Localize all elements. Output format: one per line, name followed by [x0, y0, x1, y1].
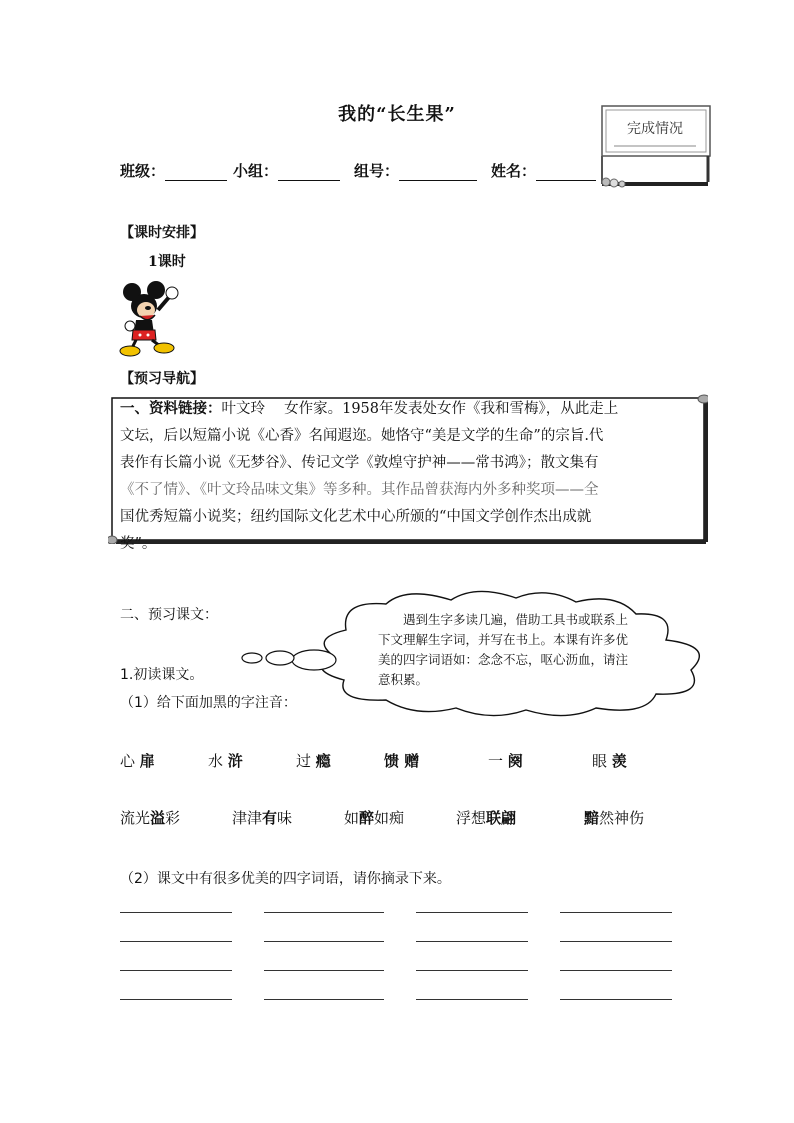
word-1-2: 水 浒: [208, 752, 243, 770]
word-1-4: 馈 赠: [384, 752, 420, 770]
item1-text: 1.初读课文。: [120, 667, 204, 683]
section2-heading: 二、预习课文：: [120, 607, 218, 623]
question2-text: （2）课文中有很多优美的四字词语，请你摘录下来。: [120, 871, 451, 887]
group-field[interactable]: [278, 162, 340, 181]
answer-line[interactable]: [560, 941, 672, 942]
answer-line[interactable]: [264, 970, 384, 971]
answer-line[interactable]: [120, 912, 232, 913]
word-2-5: 黯然神伤: [584, 809, 645, 827]
schedule-heading: 【课时安排】: [120, 225, 204, 241]
group-no-label: 组号：: [354, 162, 400, 180]
preview-heading: 【预习导航】: [120, 371, 204, 387]
word-2-2: 津津有味: [232, 809, 293, 827]
word-1-6: 眼 羡: [592, 752, 627, 770]
answer-line[interactable]: [416, 999, 528, 1000]
mickey-mouse-icon: [118, 280, 184, 358]
word-1-5: 一 阕: [488, 752, 523, 770]
answer-line[interactable]: [416, 912, 528, 913]
scroll-frame-icon: [598, 104, 712, 190]
link-line-6: 奖”。: [120, 536, 157, 552]
answer-line[interactable]: [560, 912, 672, 913]
class-field[interactable]: [165, 162, 227, 181]
link-line-4: 《不了情》、《叶文玲品味文集》等多种。其作品曾获海内外多种奖项——全: [120, 482, 599, 498]
name-field[interactable]: [536, 162, 596, 181]
answer-line[interactable]: [560, 999, 672, 1000]
answer-line[interactable]: [560, 970, 672, 971]
answer-line[interactable]: [120, 970, 232, 971]
word-1-1: 心 扉: [120, 752, 155, 770]
link-line-5: 国优秀短篇小说奖；纽约国际文化艺术中心所颁的“中国文学创作杰出成就: [120, 509, 592, 525]
group-no-field[interactable]: [399, 162, 477, 181]
link-label: 一、资料链接：: [120, 400, 222, 417]
badge-label: 完成情况: [627, 121, 683, 137]
word-1-3: 过 瘾: [296, 752, 331, 770]
completion-badge: [598, 104, 712, 190]
link-line-1: 叶文玲 女作家。1958年发表处女作《我和雪梅》，从此走上: [221, 401, 619, 417]
name-label: 姓名：: [491, 162, 537, 180]
answer-line[interactable]: [264, 999, 384, 1000]
pinyin-row-1: [0, 750, 794, 770]
answer-line[interactable]: [416, 970, 528, 971]
answer-line[interactable]: [264, 941, 384, 942]
link-line-2: 文坛，后以短篇小说《心香》名闻遐迩。她恪守“美是文学的生命”的宗旨.代: [120, 428, 604, 444]
group-label: 小组：: [233, 162, 279, 180]
word-2-1: 流光溢彩: [120, 809, 181, 827]
student-info-row: [120, 160, 602, 181]
material-link-text: [120, 395, 690, 558]
page-title: 我的“长生果”: [338, 104, 456, 125]
word-2-3: 如醉如痴: [344, 809, 405, 827]
answer-line[interactable]: [120, 941, 232, 942]
word-2-4: 浮想联翩: [456, 809, 517, 827]
cloud-tip-text: 遇到生字多读几遍，借助工具书或联系上下文理解生字词，并写在书上。本课有许多优美的四字词语如：念念不忘，呕心沥血，请注意积累。: [378, 612, 629, 687]
question1-text: （1）给下面加黑的字注音：: [120, 695, 297, 711]
answer-line[interactable]: [264, 912, 384, 913]
schedule-value: 1课时: [148, 254, 186, 270]
pinyin-row-2: [0, 807, 794, 827]
answer-line[interactable]: [120, 999, 232, 1000]
class-label: 班级：: [120, 162, 166, 180]
answer-line[interactable]: [416, 941, 528, 942]
link-line-3: 表作有长篇小说《无梦谷》、传记文学《敦煌守护神——常书鸿》；散文集有: [120, 455, 599, 471]
